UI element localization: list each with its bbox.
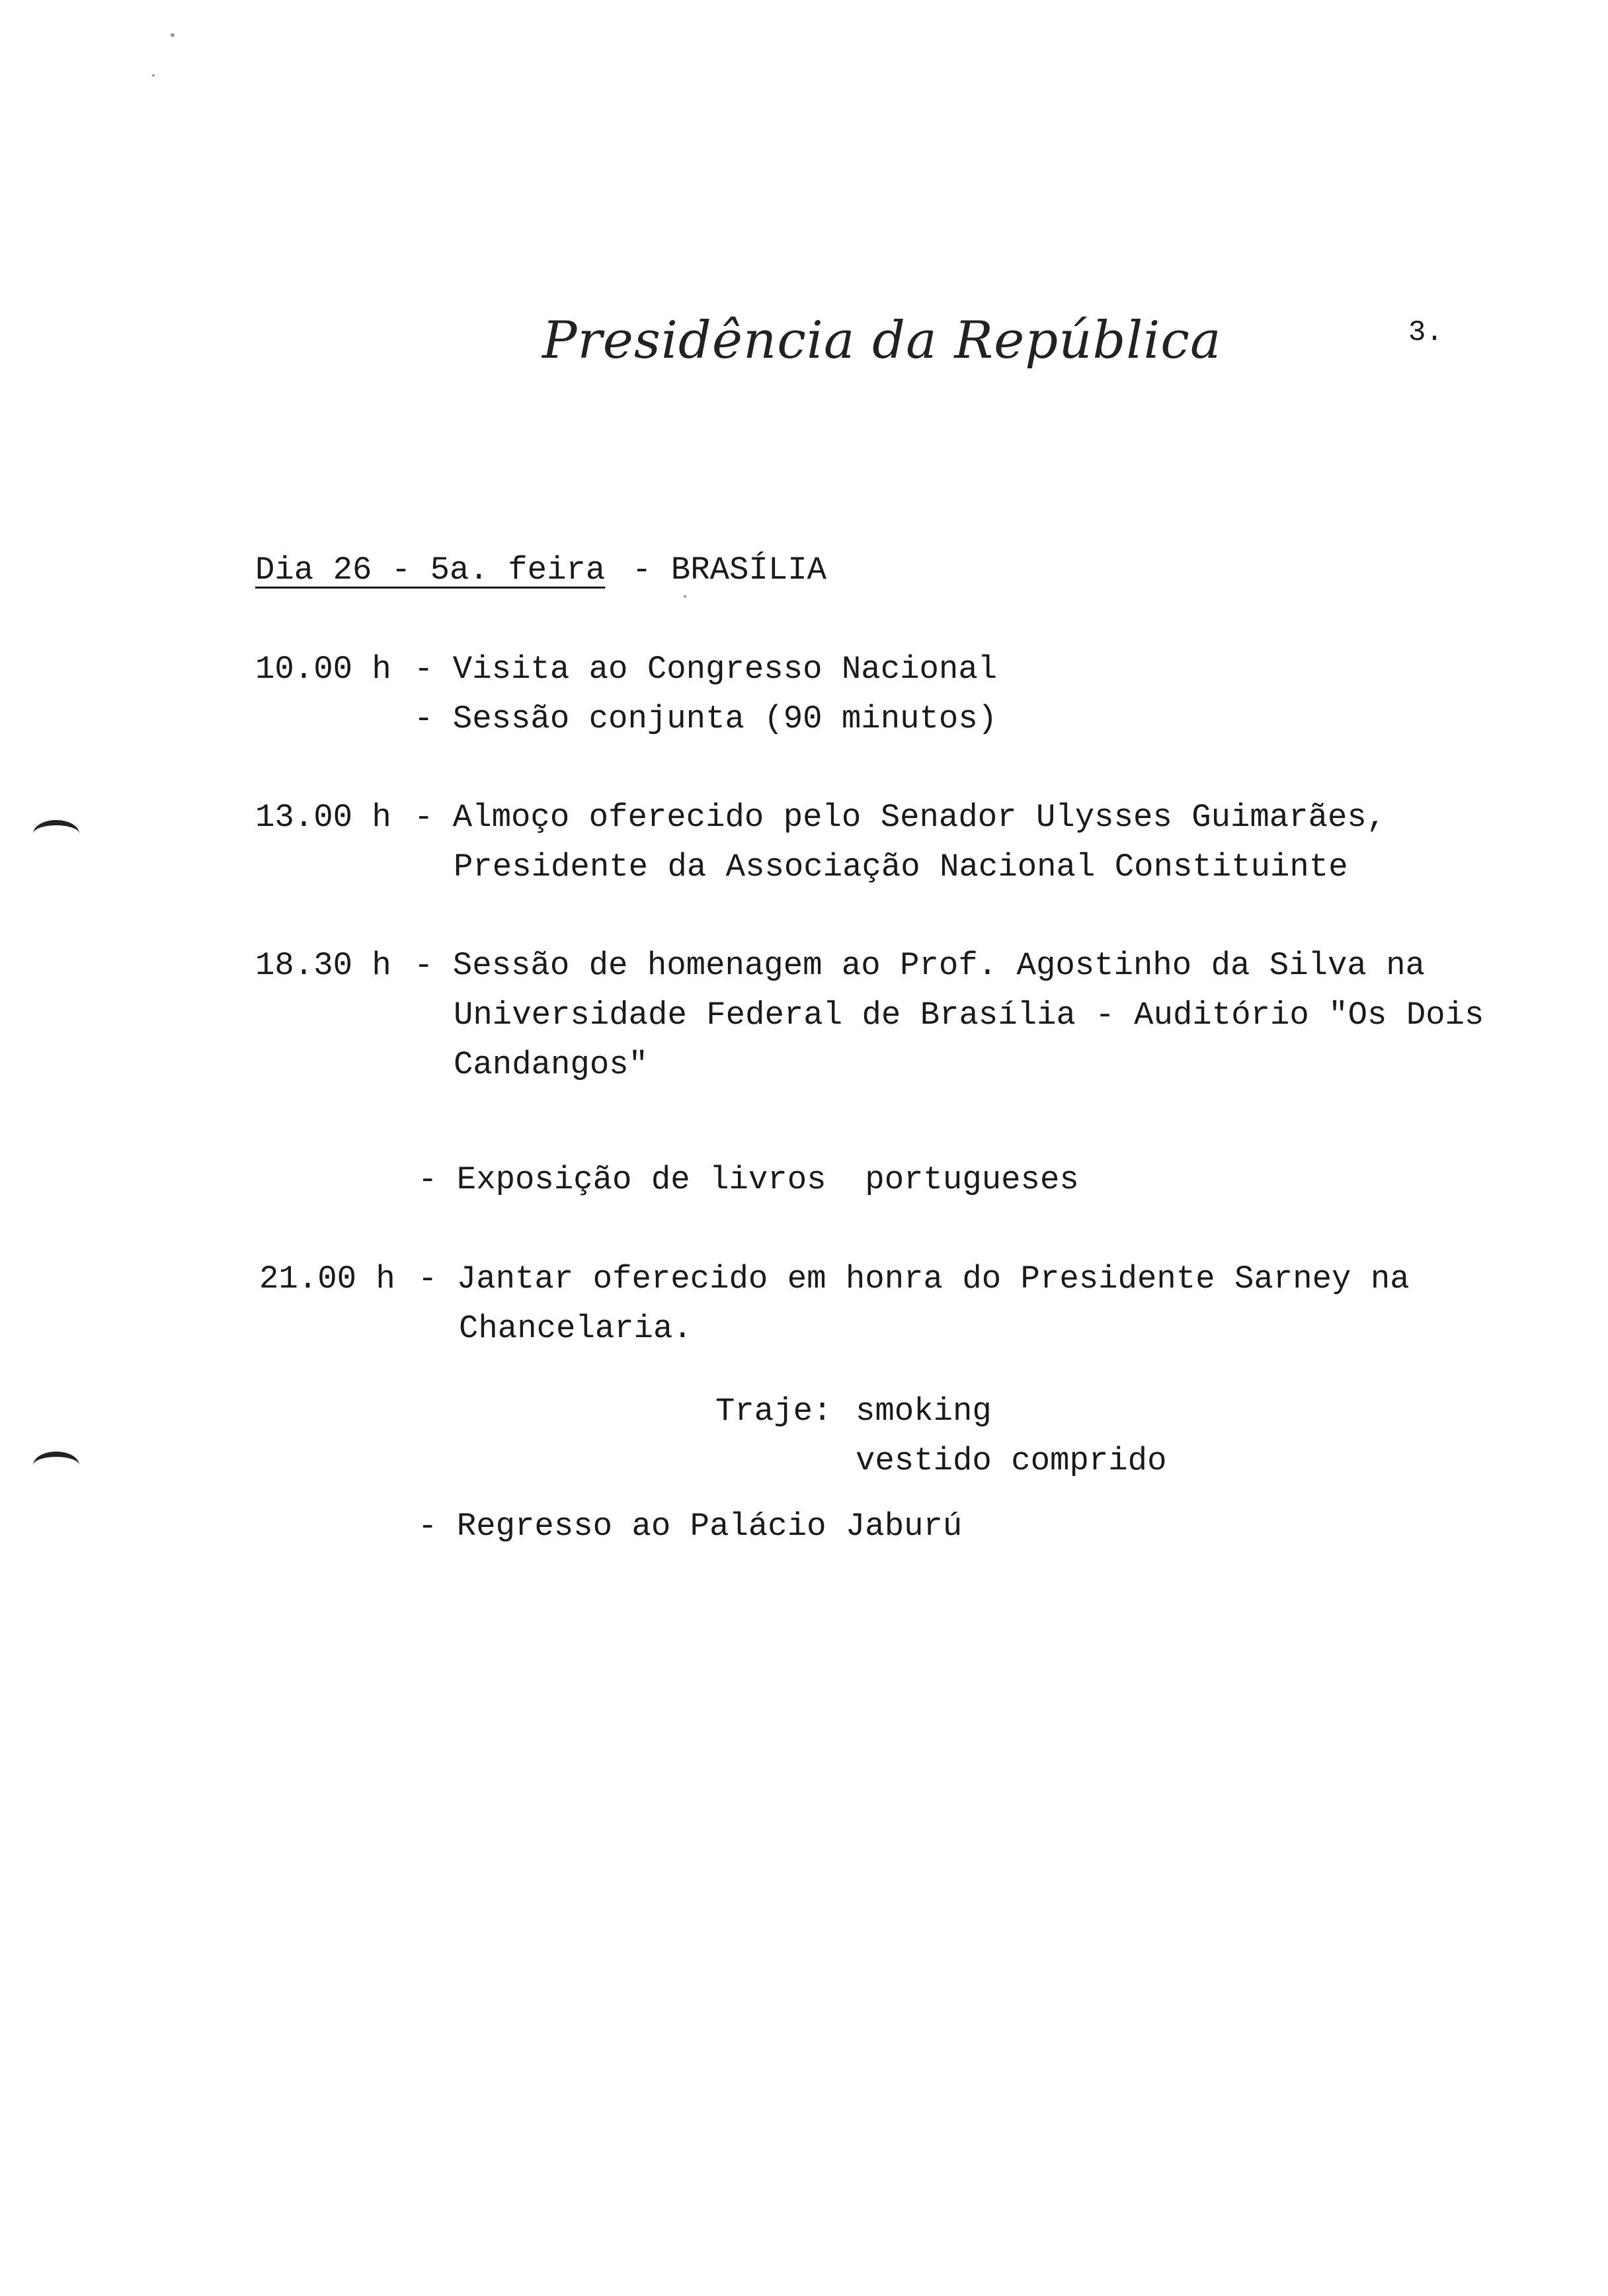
punch-hole-mark (33, 1452, 79, 1479)
scan-speck (171, 33, 175, 37)
letterhead: Presidência da República (542, 311, 1222, 370)
event-time: 13.00 h (255, 799, 391, 836)
event-line: - Exposição de livros portugueses (418, 1161, 1079, 1198)
punch-hole-mark (33, 820, 79, 848)
event-line: Candangos" (454, 1046, 649, 1083)
event-line: - Sessão conjunta (90 minutos) (414, 700, 998, 737)
event-line: - Visita ao Congresso Nacional (414, 651, 998, 688)
page-number: 3. (1408, 316, 1443, 349)
closing-line: - Regresso ao Palácio Jaburú (418, 1508, 963, 1545)
event-line: Presidente da Associação Nacional Constituinte (454, 848, 1348, 885)
event-time: 18.30 h (255, 947, 391, 984)
dress-code-label: Traje: (715, 1393, 832, 1430)
scan-speck (152, 74, 155, 77)
event-line: Chancelaria. (459, 1310, 692, 1347)
dress-code-item: smoking (856, 1393, 992, 1430)
day-city: - BRASÍLIA (632, 552, 827, 589)
event-line: - Jantar oferecido em honra do Presidente Sarney na (418, 1260, 1410, 1297)
event-time: 21.00 h (259, 1260, 395, 1297)
event-time: 10.00 h (255, 651, 391, 688)
event-line: - Sessão de homenagem ao Prof. Agostinho da Silva na (414, 947, 1426, 984)
event-line: Universidade Federal de Brasília - Auditório "Os Dois (454, 997, 1484, 1034)
event-line: - Almoço oferecido pelo Senador Ulysses Guimarães, (414, 799, 1387, 836)
day-heading: Dia 26 - 5a. feira (255, 552, 606, 589)
dress-code-item: vestido comprido (856, 1442, 1167, 1479)
scan-speck (684, 595, 686, 598)
